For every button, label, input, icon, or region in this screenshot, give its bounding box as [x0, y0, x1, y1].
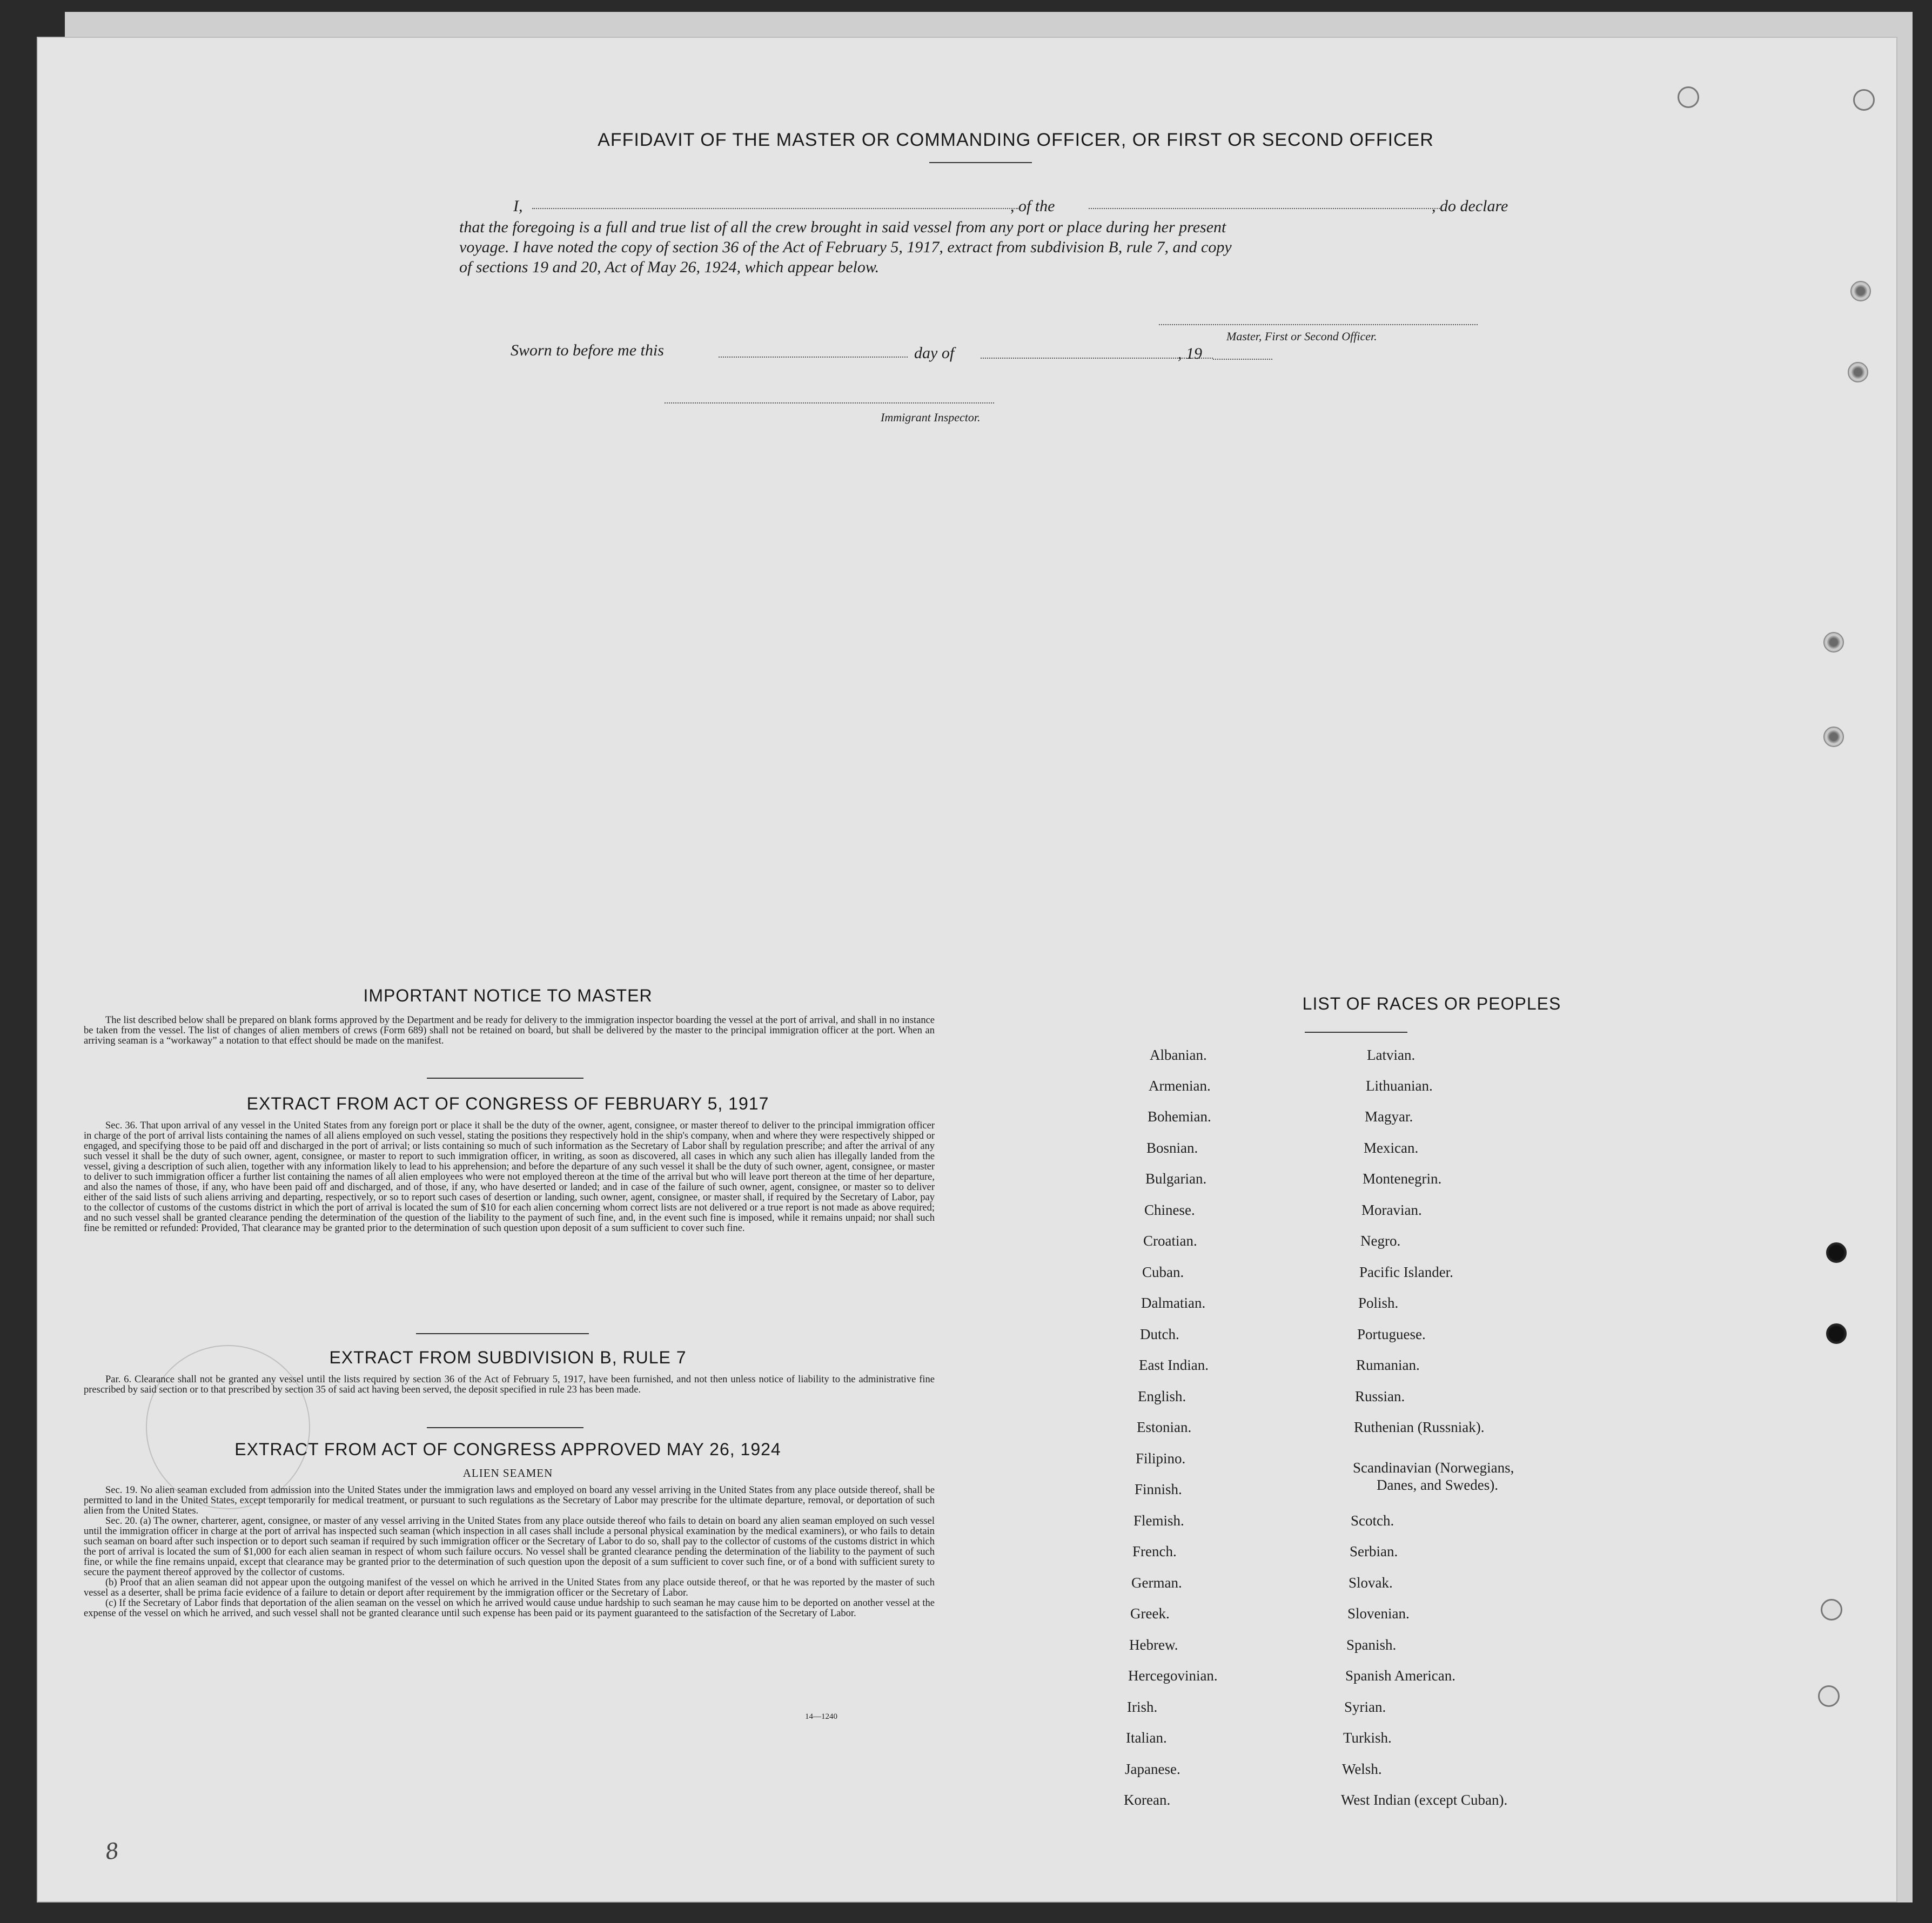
- rule7-divider: [427, 1427, 583, 1428]
- affidavit-of-the: , of the: [1010, 197, 1055, 215]
- master-signature-line[interactable]: [1159, 324, 1478, 325]
- inspector-label: Immigrant Inspector.: [881, 411, 981, 424]
- race-item: Polish.: [1358, 1295, 1399, 1311]
- affidavit-line4: of sections 19 and 20, Act of May 26, 1924, which appear below.: [459, 258, 880, 276]
- sec-20a-paragraph: Sec. 20. (a) The owner, charterer, agent, consignee, or master of any vessel arriving in the United States from any place outside thereof who fails to detain on board any alien seaman employed on such vessel until the immigration officer in charge at the port of arrival has inspected such seaman (which inspection in all cases shall include a personal physical examination by the medical examiners), or who fails to detain such seaman on board after such inspection or to deport such seaman if required by such immigration officer or the Secretary of Labor to do so, shall pay to the collector of customs of the customs district in which the port of arrival is located the sum of $1,000 for each alien seaman in respect of whom such failure occurs. No vessel shall be granted clearance pending the determination of the liability to the payment of such fine, or while the fine remains unpaid, except that clearance may be granted prior to the determination of such question upon the deposit of a sum sufficient to cover such fine, or of a bond with sufficient surety to secure the payment thereof approved by the collector of customs.: [84, 1516, 935, 1578]
- race-item: Finnish.: [1135, 1481, 1182, 1497]
- race-item: Spanish American.: [1345, 1668, 1455, 1684]
- race-item: Welsh.: [1342, 1761, 1382, 1777]
- race-item: Italian.: [1126, 1730, 1167, 1746]
- race-item: French.: [1132, 1543, 1177, 1559]
- race-item: Mexican.: [1364, 1140, 1419, 1156]
- race-item: Slovenian.: [1347, 1605, 1410, 1622]
- race-item: West Indian (except Cuban).: [1341, 1792, 1508, 1808]
- name-blank[interactable]: [532, 208, 1018, 209]
- race-item: Ruthenian (Russniak).: [1354, 1419, 1485, 1435]
- races-divider: [1305, 1032, 1407, 1033]
- race-item: English.: [1138, 1388, 1186, 1404]
- race-item: Chinese.: [1144, 1202, 1195, 1218]
- extract-1917-title: EXTRACT FROM ACT OF CONGRESS OF FEBRUARY 5, 1917: [246, 1094, 769, 1113]
- race-item: Bohemian.: [1148, 1108, 1211, 1125]
- binder-hole-icon: [1853, 89, 1875, 111]
- binder-hole-icon: [1823, 727, 1844, 747]
- race-item: Portuguese.: [1357, 1326, 1426, 1342]
- race-item: Magyar.: [1365, 1108, 1413, 1125]
- handwritten-page-mark: 8: [103, 1838, 121, 1865]
- binder-hole-icon: [1818, 1685, 1840, 1707]
- binder-hole-icon: [1678, 86, 1699, 108]
- sworn-day-blank[interactable]: [719, 357, 908, 358]
- race-item: Scandinavian (Norwegians,: [1353, 1460, 1514, 1476]
- notice-divider: [427, 1078, 583, 1079]
- binder-hole-icon: [1826, 1323, 1847, 1344]
- race-item: Montenegrin.: [1363, 1171, 1442, 1187]
- race-item: Negro.: [1360, 1233, 1401, 1249]
- title-divider: [929, 162, 1032, 163]
- race-item: Bosnian.: [1146, 1140, 1198, 1156]
- race-item: Hebrew.: [1129, 1637, 1178, 1653]
- race-item: Armenian.: [1149, 1078, 1211, 1094]
- race-item: Lithuanian.: [1366, 1078, 1433, 1094]
- race-item: Albanian.: [1150, 1047, 1207, 1063]
- race-item: Slovak.: [1349, 1575, 1393, 1591]
- sec-36-paragraph: Sec. 36. That upon arrival of any vessel in the United States from any foreign port or place it shall be the duty of the owner, agent, consignee, or master thereof to deliver to the principal immigration officer in charge of the port of arrival lists containing the names of all aliens employed on such vessel, stating the positions they respectively hold in the ship's company, when and where they were respectively shipped or engaged, and specifying those to be paid off and discharged in the port of arrival; or lists containing so much of such information as the Secretary of Labor shall by regulation prescribe; and after the arrival of any such vessel it shall be the duty of such owner, agent, consignee, or master to report to such immigration officer, in writing, as soon as discovered, all cases in which any such alien has illegally landed from the vessel, giving a description of such alien, together with any information likely to lead to his apprehension; and before the departure of any such vessel it shall be the duty of such owner, agent, consignee, or master to deliver to such immigration officer a further list containing the names of all alien employees who were not employed thereon at the time of the arrival but who will leave port thereon at the time of her departure, and also the names of those, if any, who have been paid off and discharged, and of those, if any, who have deserted or landed; and in case of the failure of such owner, agent, consignee, or master so to deliver either of the said lists of such aliens arriving and departing, respectively, or so to report such cases of desertion or landing, such owner, agent, consignee, or master shall, if required by the Secretary of Labor, pay to the collector of customs of the customs district in which the port of arrival is located the sum of $10 for each alien concerning whom correct lists are not delivered or a true report is not made as above required; and no such vessel shall be granted clearance pending the determination of the question of the liability to the payment of such fine, and, in the event such fine is imposed, while it remains unpaid; nor shall such fine be remitted or refunded: Provided, That clearance may be granted prior to the determination of such question upon deposit of a sum sufficient to cover such fine.: [84, 1120, 935, 1234]
- sworn-day-of: day of: [914, 344, 955, 362]
- affidavit-title: AFFIDAVIT OF THE MASTER OR COMMANDING OFFICER, OR FIRST OR SECOND OFFICER: [598, 130, 1434, 150]
- race-item: Estonian.: [1137, 1419, 1192, 1435]
- binder-hole-icon: [1823, 632, 1844, 653]
- master-label: Master, First or Second Officer.: [1226, 330, 1377, 343]
- race-item: East Indian.: [1139, 1357, 1209, 1373]
- sworn-prefix: Sworn to before me this: [511, 341, 664, 359]
- race-item: Syrian.: [1344, 1699, 1386, 1715]
- sworn-year-blank[interactable]: [1213, 359, 1272, 360]
- races-title: LIST OF RACES OR PEOPLES: [1302, 994, 1561, 1013]
- binder-hole-icon: [1848, 362, 1868, 382]
- race-item: Japanese.: [1125, 1761, 1180, 1777]
- alien-seamen-heading: ALIEN SEAMEN: [462, 1467, 553, 1480]
- race-item: Serbian.: [1350, 1543, 1398, 1559]
- race-item: Spanish.: [1346, 1637, 1397, 1653]
- race-item: German.: [1131, 1575, 1182, 1591]
- sworn-year: , 19: [1178, 345, 1202, 362]
- affidavit-i: I,: [513, 197, 523, 215]
- par-6-paragraph: Par. 6. Clearance shall not be granted any vessel until the lists required by section 36 of the Act of February 5, 1917, have been furnished, and not then unless notice of liability to the administrative fine prescribed by said section or to that prescribed by section 35 of said act having been served, the deposit specified in rule 23 has been made.: [84, 1374, 935, 1395]
- extract-1917-divider: [416, 1333, 589, 1334]
- race-item: Cuban.: [1142, 1264, 1184, 1280]
- vessel-blank[interactable]: [1089, 208, 1440, 209]
- affidavit-line2: that the foregoing is a full and true list of all the crew brought in said vessel from any port or place during her present: [459, 218, 1226, 236]
- race-item: Turkish.: [1343, 1730, 1392, 1746]
- race-item: Latvian.: [1367, 1047, 1416, 1063]
- notice-paragraph: The list described below shall be prepared on blank forms approved by the Department and be ready for delivery to the immigration inspector boarding the vessel at the port of arrival, and shall in no instance be taken from the vessel. The list of changes of alien members of crews (Form 689) shall not be retained on board, but shall be delivered by the master to the principal immigration officer at the port. When an arriving seaman is a “workaway” a notation to that effect should be made on the manifest.: [84, 1015, 935, 1046]
- race-item: Hercegovinian.: [1128, 1668, 1218, 1684]
- sec-20c-paragraph: (c) If the Secretary of Labor finds that deportation of the alien seaman on the vessel on which he arrived would cause undue hardship to such seaman he may cause him to be deported on another vessel at the expense of the vessel on which he arrived, and such vessel shall not be granted clearance until such expense has been paid or its payment guaranteed to the satisfaction of the Secretary of Labor.: [84, 1598, 935, 1619]
- binder-hole-icon: [1821, 1599, 1842, 1621]
- race-item: Croatian.: [1143, 1233, 1197, 1249]
- extract-1924-title: EXTRACT FROM ACT OF CONGRESS APPROVED MAY 26, 1924: [234, 1440, 781, 1459]
- race-item: Flemish.: [1133, 1512, 1184, 1529]
- race-item: Greek.: [1130, 1605, 1170, 1622]
- rule7-title: EXTRACT FROM SUBDIVISION B, RULE 7: [329, 1348, 687, 1367]
- notice-title: IMPORTANT NOTICE TO MASTER: [363, 986, 653, 1005]
- race-item: Irish.: [1127, 1699, 1158, 1715]
- sec-20b-paragraph: (b) Proof that an alien seaman did not appear upon the outgoing manifest of the vessel on which he arrived in the United States from any place outside thereof, or that he was reported by the master of such vessel as a deserter, shall be prima facie evidence of a failure to detain or deport after requirement by the immigration officer or the Secretary of Labor.: [84, 1577, 935, 1598]
- inspector-signature-line[interactable]: [665, 402, 994, 404]
- binder-hole-icon: [1826, 1242, 1847, 1263]
- race-item: Pacific Islander.: [1359, 1264, 1453, 1280]
- sec-19-paragraph: Sec. 19. No alien seaman excluded from admission into the United States under the immigration laws and employed on board any vessel arriving in the United States from any place outside thereof, shall be permitted to land in the United States, except temporarily for medical treatment, or pursuant to such regulations as the Secretary of Labor may prescribe for the ultimate departure, removal, or deportation of such alien from the United States.: [84, 1485, 935, 1516]
- race-item: Dalmatian.: [1141, 1295, 1206, 1311]
- form-number: 14—1240: [805, 1712, 837, 1721]
- race-item: Korean.: [1124, 1792, 1171, 1808]
- notice-body: [84, 1016, 935, 1046]
- binder-hole-icon: [1850, 281, 1871, 301]
- race-item: Dutch.: [1140, 1326, 1179, 1342]
- manifest-page: [38, 38, 1896, 1901]
- race-item: Bulgarian.: [1145, 1171, 1207, 1187]
- race-item: Filipino.: [1136, 1450, 1186, 1467]
- affidavit-declare: , do declare: [1432, 197, 1508, 215]
- race-item: Danes, and Swedes).: [1377, 1477, 1498, 1493]
- faint-stamp-ring: [146, 1345, 310, 1509]
- race-item: Scotch.: [1351, 1512, 1394, 1529]
- affidavit-line3: voyage. I have noted the copy of section 36 of the Act of February 5, 1917, extract from subdivision B, rule 7, and copy: [459, 238, 1232, 256]
- race-item: Rumanian.: [1356, 1357, 1420, 1373]
- extract-1917-body: [84, 1121, 935, 1234]
- race-item: Moravian.: [1361, 1202, 1422, 1218]
- race-item: Russian.: [1355, 1388, 1405, 1404]
